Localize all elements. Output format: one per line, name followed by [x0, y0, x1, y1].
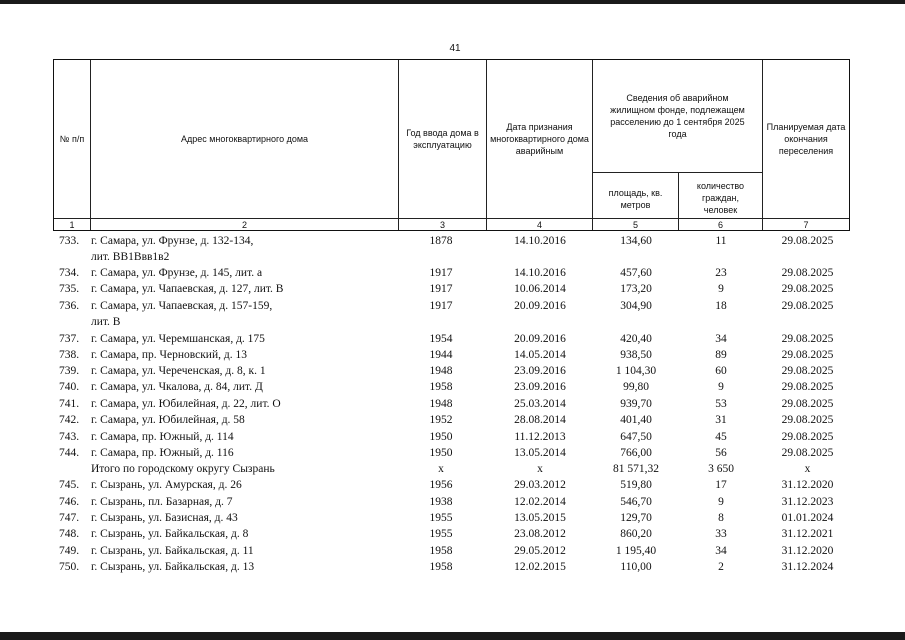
row-year: 1917	[429, 267, 453, 279]
row-people: 9	[718, 496, 724, 508]
row-address: г. Самара, пр. Южный, д. 116	[91, 447, 234, 459]
row-address: г. Самара, пр. Южный, д. 114	[91, 431, 234, 443]
row-address: г. Самара, ул. Чкалова, д. 84, лит. Д	[91, 381, 263, 393]
column-number: 6	[678, 218, 763, 231]
row-plan-date: 29.08.2025	[781, 283, 834, 295]
row-plan-date: 29.08.2025	[781, 267, 834, 279]
row-date: x	[537, 463, 543, 475]
row-date: 14.10.2016	[514, 235, 566, 247]
row-plan-date: 29.08.2025	[781, 414, 834, 426]
row-year: 1950	[429, 447, 453, 459]
row-year: 1938	[429, 496, 453, 508]
row-date: 20.09.2016	[514, 300, 566, 312]
row-address: г. Сызрань, ул. Байкальская, д. 13	[91, 561, 255, 573]
row-plan-date: 31.12.2020	[781, 545, 834, 557]
column-number: 1	[53, 218, 91, 231]
row-address: г. Самара, пр. Черновский, д. 13	[91, 349, 247, 361]
row-area: 173,20	[620, 283, 652, 295]
row-address: г. Сызрань, ул. Амурская, д. 26	[91, 479, 242, 491]
row-area: 81 571,32	[613, 463, 659, 475]
row-number: 740.	[59, 381, 80, 393]
row-people: 18	[715, 300, 727, 312]
row-date: 14.10.2016	[514, 267, 566, 279]
row-number: 733.	[59, 235, 80, 247]
row-address: г. Самара, ул. Фрунзе, д. 145, лит. а	[91, 267, 263, 279]
row-number: 745.	[59, 479, 80, 491]
row-date: 10.06.2014	[514, 283, 566, 295]
row-address: г. Самара, ул. Юбилейная, д. 58	[91, 414, 245, 426]
column-number: 4	[486, 218, 593, 231]
scan-top-edge	[0, 0, 905, 4]
row-date: 23.08.2012	[514, 528, 566, 540]
row-year: x	[438, 463, 444, 475]
table-row	[53, 477, 850, 493]
row-people: 9	[718, 283, 724, 295]
row-date: 12.02.2015	[514, 561, 566, 573]
row-number: 746.	[59, 496, 80, 508]
row-people: 56	[715, 447, 727, 459]
row-year: 1948	[429, 365, 453, 377]
table-row	[53, 363, 850, 379]
row-year: 1950	[429, 431, 453, 443]
row-address: г. Сызрань, пл. Базарная, д. 7	[91, 496, 233, 508]
row-address: г. Самара, ул. Череченская, д. 8, к. 1	[91, 365, 266, 377]
row-year: 1958	[429, 381, 453, 393]
table-row	[53, 379, 850, 395]
row-year: 1952	[429, 414, 453, 426]
table-row	[53, 331, 850, 347]
row-date: 29.05.2012	[514, 545, 566, 557]
table-row	[53, 526, 850, 542]
row-number: 744.	[59, 447, 80, 459]
row-year: 1948	[429, 398, 453, 410]
row-area: 939,70	[620, 398, 652, 410]
row-date: 13.05.2015	[514, 512, 566, 524]
row-plan-date: 29.08.2025	[781, 398, 834, 410]
row-number: 734.	[59, 267, 80, 279]
row-plan-date: 29.08.2025	[781, 431, 834, 443]
row-date: 25.03.2014	[514, 398, 566, 410]
row-year: 1958	[429, 561, 453, 573]
row-area: 457,60	[620, 267, 652, 279]
row-people: 89	[715, 349, 727, 361]
row-plan-date: 31.12.2021	[781, 528, 834, 540]
row-plan-date: 29.08.2025	[781, 300, 834, 312]
row-area: 1 104,30	[615, 365, 657, 377]
row-number: 735.	[59, 283, 80, 295]
table-row	[53, 559, 850, 575]
row-number: 739.	[59, 365, 80, 377]
row-plan-date: 29.08.2025	[781, 365, 834, 377]
table-total-row	[53, 461, 850, 477]
row-plan-date: 31.12.2020	[781, 479, 834, 491]
header-address: Адрес многоквартирного дома	[90, 59, 399, 219]
header-area: площадь, кв. метров	[592, 172, 679, 219]
column-number: 7	[762, 218, 850, 231]
row-address: г. Сызрань, ул. Байкальская, д. 11	[91, 545, 254, 557]
table-row	[53, 265, 850, 281]
row-area: 1 195,40	[615, 545, 657, 557]
row-area: 304,90	[620, 300, 652, 312]
row-plan-date: x	[804, 463, 811, 475]
table-row	[53, 543, 850, 559]
row-area: 99,80	[623, 381, 649, 393]
row-number: 747.	[59, 512, 80, 524]
row-area: 420,40	[620, 333, 652, 345]
row-year: 1878	[429, 235, 453, 247]
row-date: 29.03.2012	[514, 479, 566, 491]
row-address-continued: лит. ВВ1Ввв1в2	[91, 251, 170, 263]
row-area: 134,60	[620, 235, 652, 247]
row-address: г. Самара, ул. Юбилейная, д. 22, лит. О	[91, 398, 281, 410]
row-address: г. Сызрань, ул. Базисная, д. 43	[91, 512, 238, 524]
table-row	[53, 429, 850, 445]
table-row	[53, 396, 850, 412]
row-address: г. Самара, ул. Черемшанская, д. 175	[91, 333, 265, 345]
row-area: 647,50	[620, 431, 652, 443]
table-row	[53, 510, 850, 526]
row-area: 546,70	[620, 496, 652, 508]
table-row	[53, 233, 850, 263]
row-year: 1958	[429, 545, 453, 557]
table-row	[53, 281, 850, 297]
row-people: 34	[715, 333, 727, 345]
header-info: Сведения об аварийном жилищном фонде, подлежащем расселению до 1 сентября 2025 года	[592, 59, 763, 173]
header-no: № п/п	[53, 59, 91, 219]
row-people: 8	[718, 512, 724, 524]
table-row	[53, 347, 850, 363]
row-year: 1917	[429, 300, 453, 312]
row-number: 749.	[59, 545, 80, 557]
page-number: 41	[449, 43, 461, 54]
header-plan: Планируемая дата окончания переселения	[762, 59, 850, 219]
row-date: 23.09.2016	[514, 365, 566, 377]
row-people: 34	[715, 545, 727, 557]
row-area: 860,20	[620, 528, 652, 540]
row-people: 2	[718, 561, 724, 573]
row-year: 1954	[429, 333, 453, 345]
row-area: 129,70	[620, 512, 652, 524]
row-plan-date: 29.08.2025	[781, 235, 834, 247]
row-date: 20.09.2016	[514, 333, 566, 345]
row-address: г. Самара, ул. Фрунзе, д. 132-134,	[91, 235, 254, 247]
table-row	[53, 445, 850, 461]
row-people: 53	[715, 398, 727, 410]
row-number: 742.	[59, 414, 80, 426]
row-number: 741.	[59, 398, 80, 410]
header-people: количество граждан, человек	[678, 172, 763, 219]
row-people: 33	[715, 528, 727, 540]
column-number: 2	[90, 218, 399, 231]
row-area: 938,50	[620, 349, 652, 361]
row-plan-date: 29.08.2025	[781, 349, 834, 361]
row-number: 736.	[59, 300, 80, 312]
row-people: 9	[718, 381, 724, 393]
row-people: 23	[715, 267, 727, 279]
row-people: 3 650	[708, 463, 734, 475]
row-address: г. Сызрань, ул. Байкальская, д. 8	[91, 528, 249, 540]
row-area: 110,00	[620, 561, 652, 573]
header-year: Год ввода дома в эксплуатацию	[398, 59, 487, 219]
row-year: 1955	[429, 528, 453, 540]
row-address-continued: лит. В	[91, 316, 121, 328]
table-row	[53, 298, 850, 328]
row-number: 738.	[59, 349, 80, 361]
row-plan-date: 31.12.2023	[781, 496, 834, 508]
row-address: г. Самара, ул. Чапаевская, д. 157-159,	[91, 300, 273, 312]
row-people: 11	[715, 235, 727, 247]
row-plan-date: 01.01.2024	[781, 512, 834, 524]
row-date: 28.08.2014	[514, 414, 566, 426]
row-plan-date: 29.08.2025	[781, 381, 834, 393]
row-number: 750.	[59, 561, 80, 573]
row-number: 737.	[59, 333, 80, 345]
row-people: 45	[715, 431, 727, 443]
row-number: 743.	[59, 431, 80, 443]
row-number: 748.	[59, 528, 80, 540]
row-area: 766,00	[620, 447, 652, 459]
row-year: 1955	[429, 512, 453, 524]
row-year: 1944	[429, 349, 453, 361]
column-number: 5	[592, 218, 679, 231]
row-address: г. Самара, ул. Чапаевская, д. 127, лит. В	[91, 283, 284, 295]
row-year: 1956	[429, 479, 453, 491]
row-area: 519,80	[620, 479, 652, 491]
row-date: 13.05.2014	[514, 447, 566, 459]
table-row	[53, 494, 850, 510]
row-date: 14.05.2014	[514, 349, 566, 361]
row-plan-date: 29.08.2025	[781, 333, 834, 345]
row-people: 31	[715, 414, 727, 426]
header-date: Дата признания многоквартирного дома аварийным	[486, 59, 593, 219]
row-date: 12.02.2014	[514, 496, 566, 508]
row-people: 60	[715, 365, 727, 377]
scan-bottom-edge	[0, 632, 905, 640]
row-date: 23.09.2016	[514, 381, 566, 393]
row-plan-date: 31.12.2024	[781, 561, 834, 573]
column-number: 3	[398, 218, 487, 231]
row-year: 1917	[429, 283, 453, 295]
row-people: 17	[715, 479, 727, 491]
row-area: 401,40	[620, 414, 652, 426]
row-plan-date: 29.08.2025	[781, 447, 834, 459]
table-row	[53, 412, 850, 428]
total-label: Итого по городскому округу Сызрань	[91, 463, 275, 475]
row-date: 11.12.2013	[514, 431, 566, 443]
